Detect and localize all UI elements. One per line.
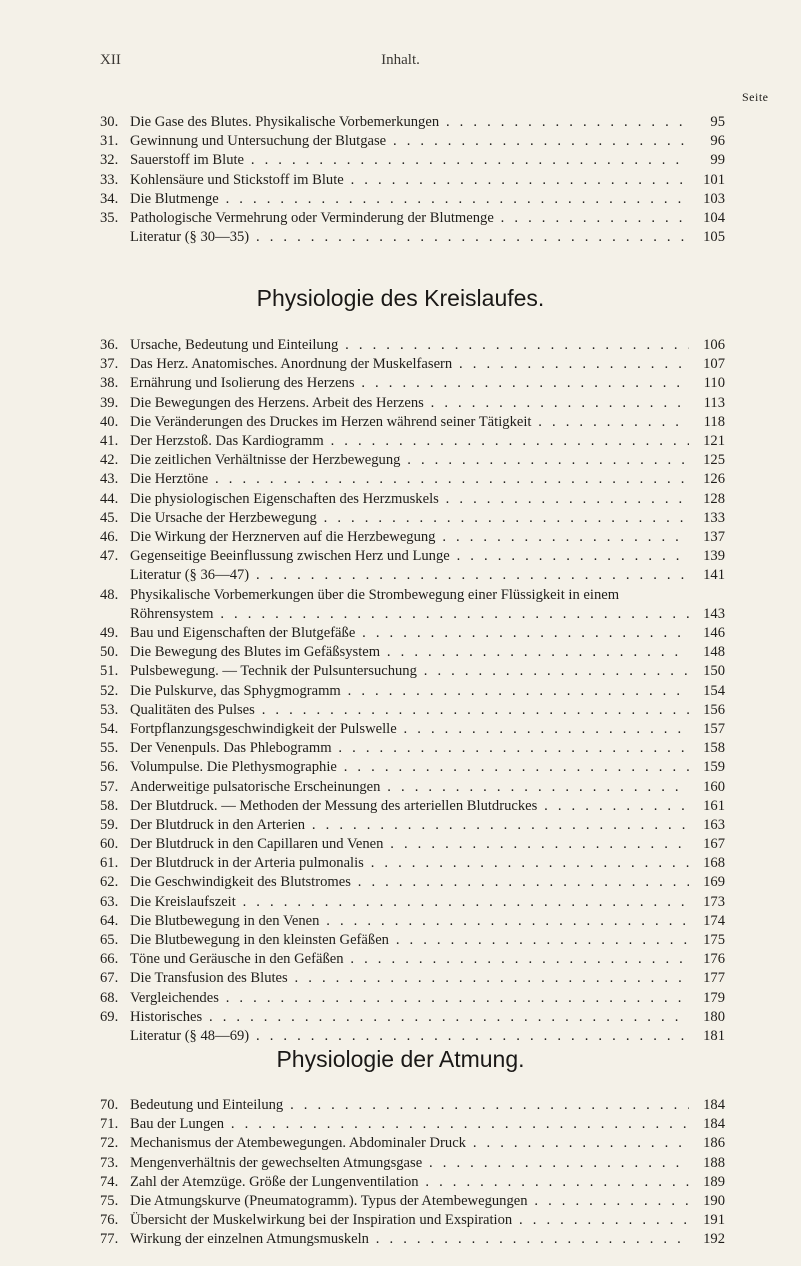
entry-page: 179 bbox=[689, 989, 725, 1008]
toc-entry bbox=[100, 643, 725, 662]
toc-group-blood-gases bbox=[100, 113, 725, 247]
toc-entry bbox=[100, 394, 725, 413]
seite-column-label: Seite bbox=[742, 90, 769, 104]
running-title: Inhalt. bbox=[381, 52, 420, 68]
entry-page: 176 bbox=[689, 950, 725, 969]
toc-entry bbox=[100, 989, 725, 1008]
entry-title: Die Ursache der Herzbewegung . . . bbox=[130, 509, 725, 528]
entry-page: 157 bbox=[689, 720, 725, 739]
toc-entry bbox=[100, 778, 725, 797]
entry-page: 184 bbox=[689, 1115, 725, 1134]
toc-entry bbox=[100, 1115, 725, 1134]
toc-entry bbox=[100, 209, 725, 228]
entry-page: 110 bbox=[689, 374, 725, 393]
entry-title: Die physiologischen Eigenschaften des Herzmuskels . . . bbox=[130, 490, 725, 509]
entry-title: Die Veränderungen des Druckes im Herzen während seiner Tätigkeit . . . bbox=[130, 413, 725, 432]
entry-page: 174 bbox=[689, 912, 725, 931]
entry-page: 190 bbox=[689, 1192, 725, 1211]
entry-page: 125 bbox=[689, 451, 725, 470]
toc-entry bbox=[100, 113, 725, 132]
toc-entry bbox=[100, 662, 725, 681]
entry-page: 99 bbox=[689, 151, 725, 170]
entry-title: Pathologische Vermehrung oder Verminderung der Blutmenge . . . bbox=[130, 209, 725, 228]
toc-entry bbox=[100, 528, 725, 547]
entry-title: Die Blutbewegung in den kleinsten Gefäßen . . . bbox=[130, 931, 725, 950]
entry-number: 57. bbox=[100, 778, 119, 795]
toc-entry bbox=[100, 1096, 725, 1115]
entry-page: 160 bbox=[689, 778, 725, 797]
entry-title: Gegenseitige Beeinflussung zwischen Herz und Lunge . . . bbox=[130, 547, 725, 566]
toc-entry bbox=[100, 1027, 725, 1046]
entry-page: 191 bbox=[689, 1211, 725, 1230]
toc-entry bbox=[100, 566, 725, 585]
entry-page: 146 bbox=[689, 624, 725, 643]
entry-page: 95 bbox=[689, 113, 725, 132]
entry-page: 148 bbox=[689, 643, 725, 662]
entry-number: 39. bbox=[100, 394, 119, 411]
entry-page: 96 bbox=[689, 132, 725, 151]
entry-title: Wirkung der einzelnen Atmungsmuskeln . . . bbox=[130, 1230, 725, 1249]
toc-entry bbox=[100, 1230, 725, 1249]
running-header bbox=[0, 52, 801, 74]
entry-page: 188 bbox=[689, 1154, 725, 1173]
entry-number: 75. bbox=[100, 1192, 119, 1209]
entry-title: Ernährung und Isolierung des Herzens . . . bbox=[130, 374, 725, 393]
entry-title: Physikalische Vorbemerkungen über die Strombewegung einer Flüssigkeit in einem bbox=[130, 587, 620, 603]
entry-number: 49. bbox=[100, 625, 119, 641]
entry-number: 69. bbox=[100, 1008, 119, 1025]
entry-title: Die Kreislaufszeit . . . bbox=[130, 893, 725, 912]
entry-title: Die Geschwindigkeit des Blutstromes . . . bbox=[130, 873, 725, 892]
entry-title: Volumpulse. Die Plethysmographie . . . bbox=[130, 758, 725, 777]
toc-entry bbox=[100, 758, 725, 777]
entry-number: 61. bbox=[100, 855, 119, 872]
toc-entry bbox=[100, 950, 725, 969]
entry-page: 168 bbox=[689, 854, 725, 873]
entry-number: 33. bbox=[100, 171, 119, 188]
entry-title: Bau und Eigenschaften der Blutgefäße . . . bbox=[130, 624, 725, 643]
entry-number: 70. bbox=[100, 1097, 119, 1113]
entry-page: 154 bbox=[689, 682, 725, 701]
toc-entry bbox=[100, 912, 725, 931]
toc-entry bbox=[100, 701, 725, 720]
toc-entry bbox=[100, 547, 725, 566]
entry-page: 189 bbox=[689, 1173, 725, 1192]
entry-page: 118 bbox=[689, 413, 725, 432]
entry-number: 47. bbox=[100, 548, 119, 565]
entry-number: 53. bbox=[100, 701, 119, 718]
entry-page: 128 bbox=[689, 490, 725, 509]
entry-page: 173 bbox=[689, 893, 725, 912]
entry-page: 107 bbox=[689, 355, 725, 374]
entry-number: 52. bbox=[100, 682, 119, 699]
entry-number: 37. bbox=[100, 356, 119, 373]
toc-entry bbox=[100, 931, 725, 950]
entry-number: 50. bbox=[100, 644, 119, 661]
entry-number: 40. bbox=[100, 413, 119, 430]
toc-entry bbox=[100, 739, 725, 758]
entry-number: 64. bbox=[100, 912, 119, 929]
entry-title: Der Venenpuls. Das Phlebogramm . . . bbox=[130, 739, 725, 758]
entry-number: 42. bbox=[100, 452, 119, 469]
entry-page: 159 bbox=[689, 758, 725, 777]
entry-page: 106 bbox=[689, 336, 725, 355]
entry-title: Mechanismus der Atembewegungen. Abdominaler Druck . . . bbox=[130, 1134, 725, 1153]
toc-entry bbox=[100, 854, 725, 873]
entry-title: Bedeutung und Einteilung . . . bbox=[130, 1096, 725, 1115]
entry-title: Sauerstoff im Blute . . . bbox=[130, 151, 725, 170]
entry-number: 76. bbox=[100, 1212, 119, 1229]
entry-title: Das Herz. Anatomisches. Anordnung der Muskelfasern . . . bbox=[130, 355, 725, 374]
toc-entry bbox=[100, 969, 725, 988]
entry-number: 62. bbox=[100, 874, 119, 891]
entry-page: 137 bbox=[689, 528, 725, 547]
entry-page: 192 bbox=[689, 1230, 725, 1249]
toc-entry bbox=[100, 190, 725, 209]
entry-title: Literatur (§ 30—35) . . . bbox=[130, 228, 725, 247]
toc-entry bbox=[100, 374, 725, 393]
entry-page: 150 bbox=[689, 662, 725, 681]
toc-entry bbox=[100, 720, 725, 739]
entry-number: 56. bbox=[100, 759, 119, 776]
entry-title-continued: Röhrensystem . . . bbox=[130, 605, 725, 624]
entry-page: 139 bbox=[689, 547, 725, 566]
toc-entry bbox=[100, 1192, 725, 1211]
entry-number: 58. bbox=[100, 797, 119, 814]
toc-entry bbox=[100, 151, 725, 170]
entry-page: 167 bbox=[689, 835, 725, 854]
entry-page: 158 bbox=[689, 739, 725, 758]
toc-entry bbox=[100, 132, 725, 151]
toc-entry bbox=[100, 490, 725, 509]
toc-entry bbox=[100, 835, 725, 854]
entry-number: 60. bbox=[100, 836, 119, 853]
entry-number: 43. bbox=[100, 471, 119, 488]
entry-title: Die Wirkung der Herznerven auf die Herzbewegung . . . bbox=[130, 528, 725, 547]
entry-number: 72. bbox=[100, 1135, 119, 1152]
entry-title: Bau der Lungen . . . bbox=[130, 1115, 725, 1134]
entry-number: 31. bbox=[100, 133, 119, 150]
page-number-roman: XII bbox=[100, 52, 121, 68]
entry-title: Der Blutdruck in den Arterien . . . bbox=[130, 816, 725, 835]
entry-number: 74. bbox=[100, 1173, 119, 1190]
toc-entry bbox=[100, 1008, 725, 1027]
entry-page: 177 bbox=[689, 969, 725, 988]
entry-page: 180 bbox=[689, 1008, 725, 1027]
entry-title: Die Gase des Blutes. Physikalische Vorbemerkungen . . . bbox=[130, 113, 725, 132]
toc-entry bbox=[100, 470, 725, 489]
entry-number: 65. bbox=[100, 932, 119, 948]
entry-page: 141 bbox=[689, 566, 725, 585]
entry-title: Die Blutmenge . . . bbox=[130, 190, 725, 209]
toc-entry bbox=[100, 336, 725, 355]
entry-number: 68. bbox=[100, 989, 119, 1006]
entry-page: 121 bbox=[689, 432, 725, 451]
toc-entry bbox=[100, 1134, 725, 1153]
entry-number: 30. bbox=[100, 114, 119, 130]
section-heading-kreislauf: Physiologie des Kreislaufes. bbox=[256, 285, 545, 311]
entry-page: 101 bbox=[689, 171, 725, 190]
entry-title: Kohlensäure und Stickstoff im Blute . . . bbox=[130, 171, 725, 190]
entry-number: 77. bbox=[100, 1231, 119, 1248]
entry-title: Fortpflanzungsgeschwindigkeit der Pulswelle . . . bbox=[130, 720, 725, 739]
entry-title: Die Atmungskurve (Pneumatogramm). Typus der Atembewegungen . . . bbox=[130, 1192, 725, 1211]
entry-number: 48. bbox=[100, 587, 119, 603]
entry-number: 67. bbox=[100, 970, 119, 987]
entry-title: Der Herzstoß. Das Kardiogramm . . . bbox=[130, 432, 725, 451]
entry-title: Literatur (§ 36—47) . . . bbox=[130, 566, 725, 585]
entry-number: 71. bbox=[100, 1116, 119, 1133]
entry-page: 175 bbox=[689, 931, 725, 950]
entry-page: 161 bbox=[689, 797, 725, 816]
toc-entry bbox=[100, 624, 725, 643]
entry-number: 54. bbox=[100, 720, 119, 737]
toc-entry-48 bbox=[100, 586, 725, 624]
toc-entry bbox=[100, 605, 725, 624]
entry-number: 73. bbox=[100, 1154, 119, 1171]
entry-page: 104 bbox=[689, 209, 725, 228]
entry-number: 63. bbox=[100, 893, 119, 910]
toc-entry bbox=[100, 1173, 725, 1192]
entry-page: 103 bbox=[689, 190, 725, 209]
toc-entry bbox=[100, 228, 725, 247]
entry-title: Zahl der Atemzüge. Größe der Lungenventilation . . . bbox=[130, 1173, 725, 1192]
entry-page: 184 bbox=[689, 1096, 725, 1115]
entry-page: 186 bbox=[689, 1134, 725, 1153]
entry-title: Literatur (§ 48—69) . . . bbox=[130, 1027, 725, 1046]
entry-page: 181 bbox=[689, 1027, 725, 1046]
toc-entry bbox=[100, 1154, 725, 1173]
toc-entry bbox=[100, 509, 725, 528]
entry-title: Die Transfusion des Blutes . . . bbox=[130, 969, 725, 988]
entry-number: 38. bbox=[100, 375, 119, 392]
entry-title: Qualitäten des Pulses . . . bbox=[130, 701, 725, 720]
entry-title: Anderweitige pulsatorische Erscheinungen . . . bbox=[130, 778, 725, 797]
entry-title: Die Pulskurve, das Sphygmogramm . . . bbox=[130, 682, 725, 701]
entry-number: 66. bbox=[100, 951, 119, 968]
toc-group-circulation-vessels bbox=[100, 624, 725, 1046]
entry-title: Pulsbewegung. — Technik der Pulsuntersuchung . . . bbox=[130, 662, 725, 681]
entry-number: 34. bbox=[100, 190, 119, 207]
entry-title: Mengenverhältnis der gewechselten Atmungsgase . . . bbox=[130, 1154, 725, 1173]
entry-page: 143 bbox=[689, 605, 725, 624]
toc-entry bbox=[100, 797, 725, 816]
entry-title: Die Herztöne . . . bbox=[130, 470, 725, 489]
entry-title: Ursache, Bedeutung und Einteilung . . . bbox=[130, 336, 725, 355]
toc-entry bbox=[100, 432, 725, 451]
entry-page: 163 bbox=[689, 816, 725, 835]
toc-group-respiration bbox=[100, 1096, 725, 1250]
entry-number: 51. bbox=[100, 663, 119, 680]
toc-entry bbox=[100, 355, 725, 374]
entry-title: Die Blutbewegung in den Venen . . . bbox=[130, 912, 725, 931]
entry-title: Gewinnung und Untersuchung der Blutgase . . . bbox=[130, 132, 725, 151]
entry-number: 46. bbox=[100, 528, 119, 545]
toc-entry bbox=[100, 816, 725, 835]
toc-entry bbox=[100, 682, 725, 701]
toc-entry bbox=[100, 413, 725, 432]
entry-title: Historisches . . . bbox=[130, 1008, 725, 1027]
entry-page: 133 bbox=[689, 509, 725, 528]
entry-title: Übersicht der Muskelwirkung bei der Inspiration und Exspiration . . . bbox=[130, 1211, 725, 1230]
toc-entry bbox=[100, 873, 725, 892]
entry-title: Die zeitlichen Verhältnisse der Herzbewegung . . . bbox=[130, 451, 725, 470]
toc-entry bbox=[100, 586, 725, 605]
entry-title: Die Bewegung des Blutes im Gefäßsystem . . . bbox=[130, 643, 725, 662]
toc-entry bbox=[100, 451, 725, 470]
entry-title: Die Bewegungen des Herzens. Arbeit des Herzens . . . bbox=[130, 394, 725, 413]
entry-title: Der Blutdruck in den Capillaren und Venen . . . bbox=[130, 835, 725, 854]
entry-number: 41. bbox=[100, 432, 119, 449]
toc-entry bbox=[100, 1211, 725, 1230]
entry-number: 44. bbox=[100, 490, 119, 507]
entry-page: 126 bbox=[689, 470, 725, 489]
entry-page: 169 bbox=[689, 873, 725, 892]
entry-number: 32. bbox=[100, 152, 119, 169]
entry-page: 156 bbox=[689, 701, 725, 720]
entry-title: Vergleichendes . . . bbox=[130, 989, 725, 1008]
entry-title: Der Blutdruck. — Methoden der Messung des arteriellen Blutdruckes . . . bbox=[130, 797, 725, 816]
entry-title: Töne und Geräusche in den Gefäßen . . . bbox=[130, 950, 725, 969]
entry-number: 55. bbox=[100, 740, 119, 757]
entry-number: 45. bbox=[100, 509, 119, 526]
entry-page: 113 bbox=[689, 394, 725, 413]
entry-page: 105 bbox=[689, 228, 725, 247]
toc-entry bbox=[100, 893, 725, 912]
toc-group-circulation-heart bbox=[100, 336, 725, 585]
entry-number: 59. bbox=[100, 816, 119, 833]
entry-number: 36. bbox=[100, 337, 119, 353]
toc-entry bbox=[100, 171, 725, 190]
entry-title: Der Blutdruck in der Arteria pulmonalis . . . bbox=[130, 854, 725, 873]
section-heading-atmung: Physiologie der Atmung. bbox=[276, 1046, 525, 1072]
entry-number: 35. bbox=[100, 209, 119, 226]
